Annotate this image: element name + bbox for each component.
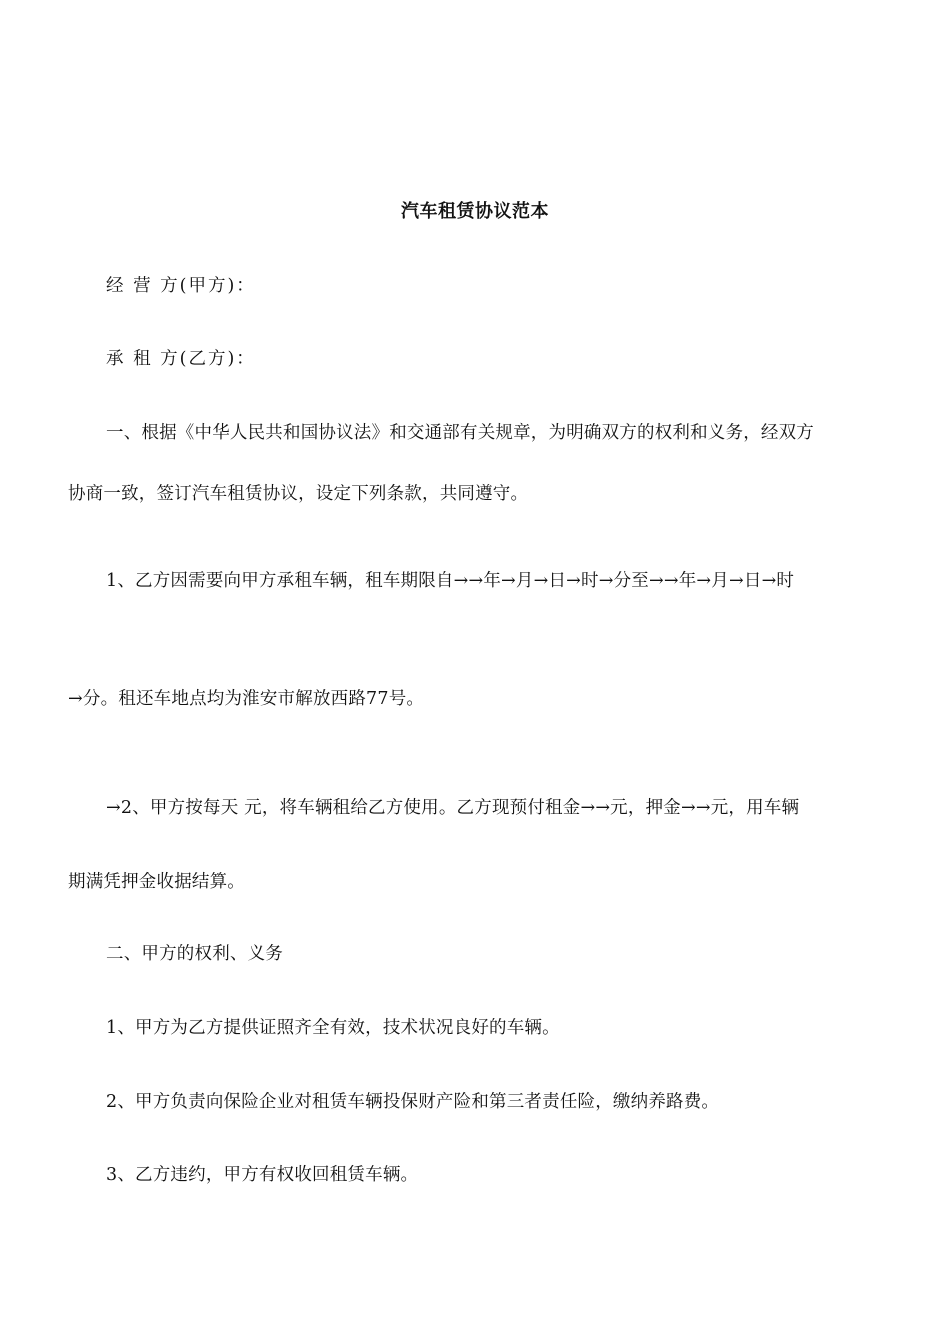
document-title: 汽车租赁协议范本: [401, 201, 549, 222]
section-2-heading: 二、甲方的权利、义务: [106, 944, 283, 964]
section-1-paragraph-line-2: 协商一致，签订汽车租赁协议，设定下列条款，共同遵守。: [68, 484, 529, 504]
section-2-item-1: 1、甲方为乙方提供证照齐全有效，技术状况良好的车辆。: [106, 1018, 560, 1038]
item-2-line-1: →2、甲方按每天 元，将车辆租给乙方使用。乙方现预付租金→→元，押金→→元，用车辆: [106, 798, 800, 818]
section-2-item-3: 3、乙方违约，甲方有权收回租赁车辆。: [106, 1165, 419, 1185]
item-1-line-1: 1、乙方因需要向甲方承租车辆，租车期限自→→年→月→日→时→分至→→年→月→日→时: [106, 571, 795, 591]
section-1-paragraph-line-1: 一、根据《中华人民共和国协议法》和交通部有关规章，为明确双方的权利和义务，经双方: [106, 423, 814, 443]
party-a-line: 经 营 方(甲方)：: [106, 276, 256, 296]
party-b-line: 承 租 方(乙方)：: [106, 349, 256, 369]
section-2-item-2: 2、甲方负责向保险企业对租赁车辆投保财产险和第三者责任险，缴纳养路费。: [106, 1092, 720, 1112]
item-2-line-2: 期满凭押金收据结算。: [68, 872, 245, 892]
item-1-line-2: →分。租还车地点均为淮安市解放西路77号。: [68, 689, 425, 709]
